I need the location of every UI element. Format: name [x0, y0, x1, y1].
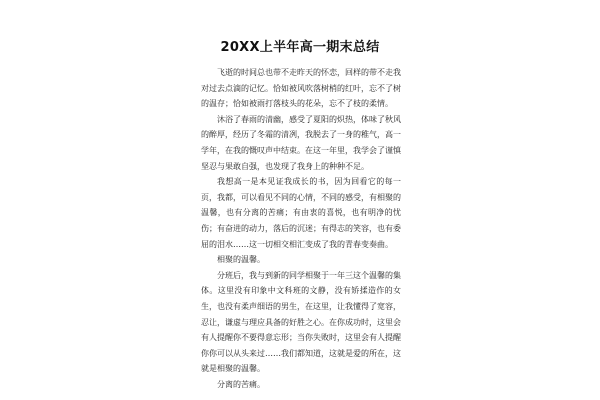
paragraph: 分离的苦痛。	[217, 379, 265, 389]
paragraph: 沐浴了春雨的清幽，感受了夏阳的炽热，体味了秋风的醉厚，经历了冬霜的清冽，我脱去了一身的稚气，高一学年，在我的慨叹声中结束。在这一年里，我学会了谨慎坚忍与果敢自强，也发现了我身上的种种不足。	[201, 114, 401, 171]
paragraph: 相聚的温馨。	[217, 255, 265, 265]
paragraph: 飞逝的时间总也带不走昨天的怀恋，回样的带不走我对过去点滴的记忆。恰如被风吹落树梢的红叶，忘不了树的温存；恰如被雨打落枝头的花朵，忘不了枝的柔情。	[201, 68, 401, 109]
document-title: 20XX上半年高一期末总结	[220, 40, 380, 55]
document-body	[201, 65, 401, 392]
paragraph: 我想高一是本见证我成长的书，因为回看它的每一页，我都，可以看见不同的心情，不同的感受，有相聚的温馨，也有分离的苦痛；有由衷的喜悦，也有明净的忧伤；有奋进的动力，落后的沉迷；有得志的笑容，也有委屈的泪水……这一切相交相汇变成了我的青春变奏曲。	[201, 177, 401, 249]
paragraph: 分班后，我与到新的同学相聚于一年三这个温馨的集体。这里没有印象中文科班的文静，没有矫揉造作的女生，也没有柔声细语的男生，在这里，让我懂得了宽容，忍让，谦虚与理应具备的好胜之心。在你成功时，这里会有人提醒你不要得意忘形；当你失败时，这里会有人提醒你你可以从头来过……我们都知道，这就是爱的所在，这就是相聚的温馨。	[201, 270, 401, 374]
